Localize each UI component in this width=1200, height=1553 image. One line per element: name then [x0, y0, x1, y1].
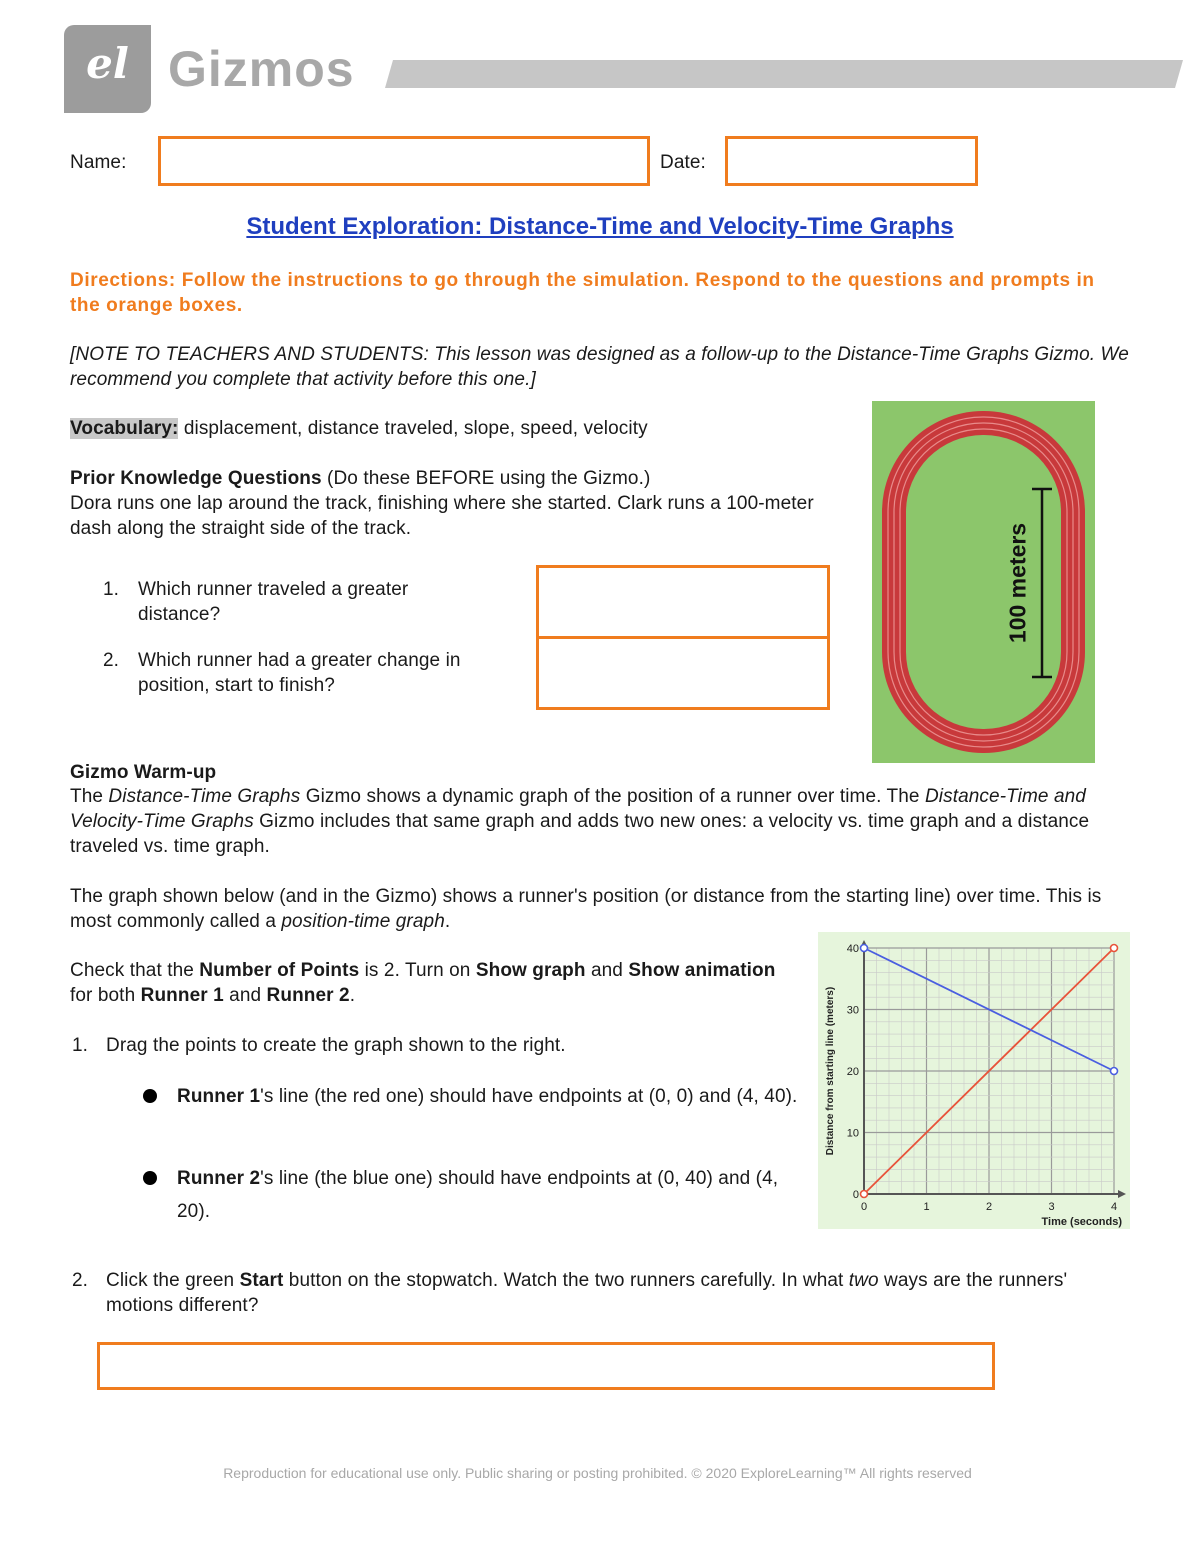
- x-axis-arrow: [1118, 1190, 1126, 1198]
- y-tick-label: 40: [846, 943, 859, 955]
- position-time-chart: [818, 932, 1130, 1229]
- question-1: Which runner traveled a greater distance?: [138, 579, 409, 625]
- date-label: Date:: [660, 152, 706, 173]
- x-tick-label: 2: [985, 1201, 993, 1213]
- step-2-number: 2.: [72, 1270, 89, 1291]
- bullet-runner-1: Runner 1's line (the red one) should have endpoints at (0, 0) and (4, 40).: [177, 1086, 798, 1107]
- step-1: Drag the points to create the graph shown to the right.: [106, 1035, 566, 1056]
- x-tick-label: 0: [860, 1201, 868, 1213]
- prior-intro: Dora runs one lap around the track, finishing where she started. Clark runs a 100-meter dash along the straight side of the track.: [70, 493, 814, 539]
- footer: Reproduction for educational use only. Public sharing or posting prohibited. © 2020 ExploreLearning™ All rights reserved: [223, 1465, 972, 1481]
- x-axis-label: Time (seconds): [1041, 1216, 1122, 1228]
- prior-heading-note: (Do these BEFORE using the Gizmo.): [321, 468, 651, 489]
- question-2: Which runner had a greater change in position, start to finish?: [138, 650, 461, 696]
- y-tick-label: 0: [852, 1189, 859, 1201]
- step-2: Click the green Start button on the stopwatch. Watch the two runners carefully. In what two ways are the runners' motions different?: [106, 1270, 1068, 1316]
- x-tick-label: 1: [923, 1201, 930, 1213]
- name-label: Name:: [70, 152, 127, 173]
- prior-knowledge: [70, 466, 860, 541]
- series-point-runner-2: [861, 945, 868, 952]
- series-point-runner-1: [1111, 945, 1118, 952]
- answer-box-q2[interactable]: [536, 636, 830, 710]
- question-2-number: 2.: [103, 650, 120, 671]
- answer-box-step-2[interactable]: [97, 1342, 995, 1390]
- series-point-runner-1: [861, 1191, 868, 1198]
- track-label: 100 meters: [1004, 522, 1031, 644]
- warmup-heading: Gizmo Warm-up: [70, 762, 217, 783]
- directions: Directions: Follow the instructions to go through the simulation. Respond to the questions and prompts in the orange boxes.: [70, 270, 1095, 316]
- y-tick-label: 30: [846, 1004, 859, 1017]
- x-tick-label: 3: [1048, 1201, 1055, 1213]
- warmup-paragraph-3: Check that the Number of Points is 2. Turn on Show graph and Show animation for both Runner 1 and Runner 2.: [70, 960, 776, 1006]
- gizmos-logo: [64, 25, 151, 113]
- vocabulary-label: Vocabulary:: [70, 418, 179, 439]
- brand-name: Gizmos: [168, 41, 355, 97]
- vocabulary: [70, 416, 648, 441]
- step-1-number: 1.: [72, 1035, 89, 1056]
- track-image: [872, 401, 1095, 763]
- date-field[interactable]: [725, 136, 978, 186]
- y-tick-label: 20: [846, 1066, 859, 1078]
- header-bar: [385, 60, 1183, 88]
- y-axis-label: Distance from starting line (meters): [825, 986, 836, 1156]
- x-tick-label: 4: [1110, 1201, 1118, 1213]
- warmup-paragraph-2: The graph shown below (and in the Gizmo) shows a runner's position (or distance from the starting line) over time. This is most commonly called a position-time graph.: [70, 886, 1102, 932]
- vocabulary-terms: displacement, distance traveled, slope, speed, velocity: [178, 418, 648, 439]
- answer-box-q1[interactable]: [536, 565, 830, 639]
- page-title: Student Exploration: Distance-Time and Velocity-Time Graphs: [246, 213, 954, 240]
- series-point-runner-2: [1111, 1068, 1118, 1075]
- bullet-icon: [143, 1089, 157, 1103]
- logo-glyph: el: [86, 39, 129, 88]
- bullet-icon: [143, 1171, 157, 1185]
- bullet-runner-2: Runner 2's line (the blue one) should have endpoints at (0, 40) and (4, 20).: [177, 1168, 779, 1222]
- chart-svg: [818, 932, 1130, 1229]
- name-field[interactable]: [158, 136, 650, 186]
- prior-heading: Prior Knowledge Questions: [70, 468, 322, 489]
- teacher-note: [NOTE TO TEACHERS AND STUDENTS: This lesson was designed as a follow-up to the Distance-Time Graphs Gizmo. We recommend you complete that activity before this one.]: [70, 344, 1129, 390]
- warmup-paragraph-1: The Distance-Time Graphs Gizmo shows a dynamic graph of the position of a runner over time. The Distance-Time and Velocity-Time Graphs Gizmo includes that same graph and adds two new ones: a velocity vs. time graph and a distance traveled vs. time graph.: [70, 786, 1090, 857]
- y-tick-label: 10: [846, 1127, 859, 1140]
- question-1-number: 1.: [103, 579, 120, 600]
- track-svg: [872, 401, 1095, 763]
